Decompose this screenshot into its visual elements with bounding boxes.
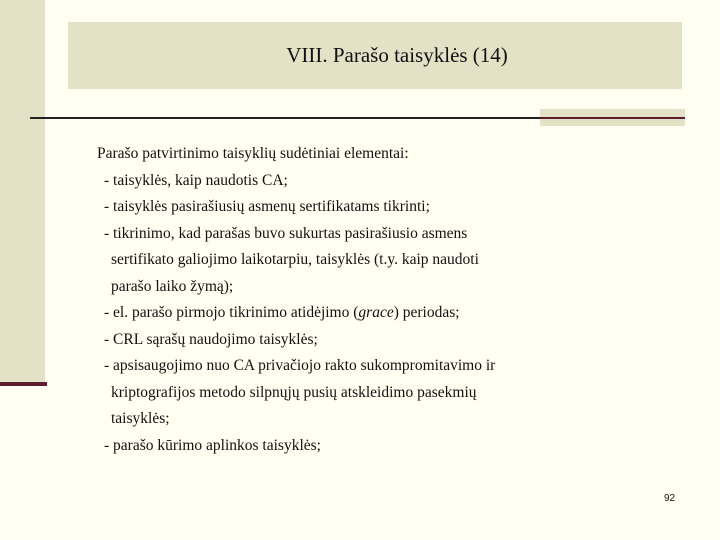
list-item-continuation: sertifikato galiojimo laikotarpiu, taisyklės (t.y. kaip naudoti xyxy=(111,251,479,268)
left-accent-stripe xyxy=(0,0,45,382)
divider-accent-line xyxy=(540,117,685,119)
left-accent-bar xyxy=(0,382,47,386)
list-item-continuation: parašo laiko žymą); xyxy=(111,277,234,295)
list-item: - taisyklės, kaip naudotis CA; xyxy=(104,171,288,189)
list-item: - tikrinimo, kad parašas buvo sukurtas pasirašiusio asmens xyxy=(104,224,468,242)
page-number: 92 xyxy=(664,493,676,504)
slide-title: VIII. Parašo taisyklės (14) xyxy=(286,43,508,67)
list-item-text: - el. parašo pirmojo tikrinimo atidėjimo ( xyxy=(104,304,359,321)
list-item-continuation: taisyklės; xyxy=(111,410,170,427)
list-item: - parašo kūrimo aplinkos taisyklės; xyxy=(104,436,321,454)
intro-text: Parašo patvirtinimo taisyklių sudėtiniai elementai: xyxy=(97,145,409,162)
list-item-continuation: kriptografijos metodo silpnųjų pusių atskleidimo pasekmių xyxy=(111,383,477,401)
emphasis-text: grace xyxy=(358,304,394,321)
list-item: - CRL sąrašų naudojimo taisyklės; xyxy=(104,330,318,348)
list-item: - apsisaugojimo nuo CA privačiojo rakto sukompromitavimo ir xyxy=(104,357,496,374)
list-item xyxy=(97,300,687,327)
slide-body xyxy=(97,141,687,459)
title-panel xyxy=(68,22,682,89)
list-item-text: ) periodas; xyxy=(393,304,460,321)
list-item: - taisyklės pasirašiusių asmenų sertifikatams tikrinti; xyxy=(104,198,430,215)
